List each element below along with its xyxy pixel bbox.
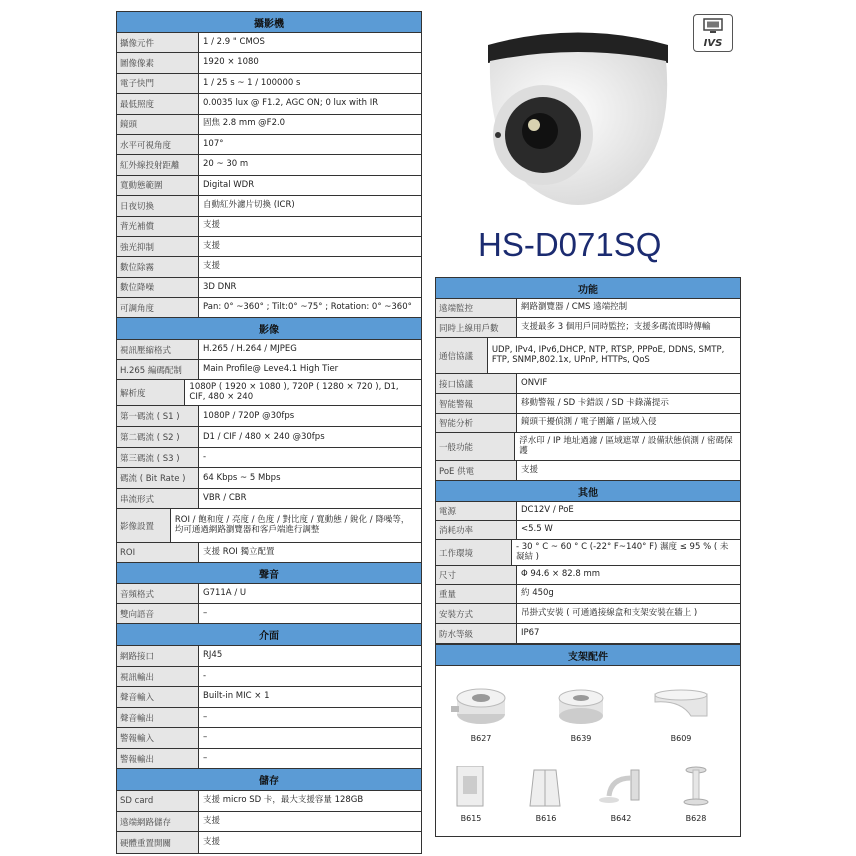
spec-value: Digital WDR <box>203 179 255 190</box>
spec-label: 重量 <box>436 585 517 603</box>
section-header: 聲音 <box>117 563 421 584</box>
spec-label: 背光補償 <box>117 217 199 236</box>
spec-label: 智能分析 <box>436 414 517 432</box>
spec-value: 1920 × 1080 <box>203 57 259 68</box>
bracket-image <box>551 686 611 728</box>
accessory-label: B628 <box>685 814 707 823</box>
spec-row <box>117 298 421 318</box>
spec-row <box>117 217 421 237</box>
bracket-image <box>451 686 511 728</box>
spec-value: - <box>203 452 207 463</box>
spec-row <box>436 374 740 394</box>
accessory-item <box>436 766 506 823</box>
spec-label: 圖像像素 <box>117 53 199 72</box>
accessory-item <box>661 766 731 823</box>
spec-row <box>117 33 421 53</box>
spec-row <box>117 832 421 853</box>
spec-row <box>436 566 740 585</box>
accessory-label: B615 <box>460 814 482 823</box>
spec-value: <5.5 W <box>521 524 553 535</box>
section-header: 攝影機 <box>117 12 421 33</box>
spec-label: 強光抑制 <box>117 237 199 256</box>
spec-label: 影像設置 <box>117 509 171 542</box>
spec-row <box>436 624 740 644</box>
bracket-image <box>651 686 711 728</box>
spec-value: - <box>203 670 207 681</box>
section-header: 支架配件 <box>436 644 740 666</box>
spec-label: 第一碼流 ( S1 ) <box>117 406 199 426</box>
spec-row <box>117 667 421 688</box>
spec-row <box>117 53 421 73</box>
accessories-panel <box>436 666 740 836</box>
monitor-icon <box>702 18 724 34</box>
spec-label: 電子快門 <box>117 74 199 93</box>
spec-label: 數位降噪 <box>117 278 199 297</box>
spec-row <box>117 237 421 257</box>
spec-label: ROI <box>117 543 199 562</box>
spec-row <box>436 461 740 481</box>
spec-row <box>117 94 421 114</box>
spec-label: 音頻格式 <box>117 584 199 603</box>
spec-row <box>117 380 421 406</box>
spec-row <box>117 74 421 94</box>
accessory-label: B609 <box>670 734 692 743</box>
spec-row <box>117 360 421 380</box>
spec-value: 支援最多 3 個用戶同時監控；支援多碼流即時傳輸 <box>521 321 711 332</box>
spec-value: – <box>203 711 208 722</box>
accessory-item <box>646 686 716 743</box>
spec-label: 碼流 ( Bit Rate ) <box>117 468 199 488</box>
spec-value: 1 / 25 s ~ 1 / 100000 s <box>203 77 301 88</box>
spec-label: 最低照度 <box>117 94 199 113</box>
spec-label: 警報輸入 <box>117 728 199 748</box>
section-header: 其他 <box>436 481 740 502</box>
spec-row <box>117 812 421 833</box>
spec-row <box>117 135 421 155</box>
spec-value: 支援 <box>203 220 221 231</box>
spec-label: 日夜切換 <box>117 196 199 215</box>
spec-value: G711A / U <box>203 588 247 599</box>
accessory-item <box>511 766 581 823</box>
spec-row <box>436 318 740 338</box>
spec-label: 解析度 <box>117 380 185 405</box>
spec-value: ONVIF <box>521 377 548 388</box>
spec-row <box>436 433 740 461</box>
spec-row <box>436 338 740 374</box>
spec-label: 尺寸 <box>436 566 517 584</box>
spec-label: 消耗功率 <box>436 521 517 539</box>
spec-value: Pan: 0° ~360° ; Tilt:0° ~75° ; Rotation: 0° ~360° <box>203 301 412 312</box>
spec-label: 數位除霧 <box>117 257 199 276</box>
section-header: 介面 <box>117 624 421 646</box>
spec-row <box>436 521 740 540</box>
spec-label: 第二碼流 ( S2 ) <box>117 427 199 447</box>
left-spec-table <box>116 11 422 854</box>
spec-row <box>117 584 421 604</box>
spec-value: 1 / 2.9 " CMOS <box>203 36 265 47</box>
spec-label: 通信協議 <box>436 338 488 373</box>
spec-value: 支援 ROI 獨立配置 <box>203 547 275 558</box>
spec-value: - 30 ° C ~ 60 ° C (-22° F~140° F) 濕度 ≤ 95 % ( 未凝結 ) <box>515 541 729 562</box>
spec-label: 可調角度 <box>117 298 199 317</box>
spec-value: Main Profile@ Leve4.1 High Tier <box>203 364 339 375</box>
spec-row <box>117 604 421 624</box>
spec-label: 聲音輸入 <box>117 687 199 707</box>
spec-value: Built-in MIC × 1 <box>203 691 270 702</box>
spec-label: 遠端監控 <box>436 299 517 317</box>
spec-row <box>436 585 740 604</box>
spec-label: 工作環境 <box>436 540 512 565</box>
bracket-image <box>666 766 726 808</box>
spec-label: SD card <box>117 791 199 811</box>
spec-label: 視訊輸出 <box>117 667 199 687</box>
spec-row <box>436 299 740 318</box>
spec-label: 防水等級 <box>436 624 517 643</box>
spec-value: 支援 micro SD 卡，最大支援容量 128GB <box>203 795 364 806</box>
spec-value: 吊掛式安裝 ( 可通過接線盒和支架安裝在牆上 ) <box>521 607 698 618</box>
spec-value: 20 ~ 30 m <box>203 159 249 170</box>
spec-value: 1080P / 720P @30fps <box>203 410 295 421</box>
spec-value: 移動警報 / SD 卡錯誤 / SD 卡錄滿提示 <box>521 397 669 408</box>
bracket-image <box>516 766 576 808</box>
spec-label: 一般功能 <box>436 433 515 460</box>
spec-value: 約 450g <box>521 588 554 599</box>
spec-value: Φ 94.6 × 82.8 mm <box>521 569 601 580</box>
dome-camera-image <box>478 25 678 220</box>
model-title: HS-D071SQ <box>478 226 662 263</box>
spec-label: 鏡頭 <box>117 115 199 134</box>
spec-value: RJ45 <box>203 650 223 661</box>
spec-row <box>436 414 740 433</box>
accessory-label: B616 <box>535 814 557 823</box>
spec-label: H.265 編碼配制 <box>117 360 199 379</box>
spec-value: 支援 <box>203 815 221 826</box>
spec-label: 水平可視角度 <box>117 135 199 154</box>
spec-row <box>117 791 421 812</box>
spec-label: 寬動態範圍 <box>117 176 199 195</box>
spec-value: 鏡頭干擾偵測 / 電子圍籬 / 區域入侵 <box>521 417 657 428</box>
spec-value: DC12V / PoE <box>521 505 574 516</box>
spec-label: 同時上線用戶數 <box>436 318 517 337</box>
spec-label: 硬體重置開關 <box>117 832 199 853</box>
spec-label: 安裝方式 <box>436 604 517 623</box>
spec-label: 第三碼流 ( S3 ) <box>117 448 199 467</box>
spec-row <box>117 448 421 468</box>
ivs-label: IVS <box>703 38 723 49</box>
spec-label: 警報輸出 <box>117 749 199 769</box>
spec-value: 支援 <box>203 261 221 272</box>
spec-label: 紅外線投射距離 <box>117 155 199 174</box>
accessory-label: B639 <box>570 734 592 743</box>
spec-value: 浮水印 / IP 地址過濾 / 區域遮罩 / 設備狀態偵測 / 密碼保護 <box>519 435 733 456</box>
accessory-item <box>446 686 516 743</box>
spec-value: – <box>203 732 208 743</box>
spec-label: 視訊壓縮格式 <box>117 340 199 359</box>
accessory-item <box>586 766 656 823</box>
spec-row <box>117 728 421 749</box>
spec-row <box>117 155 421 175</box>
spec-label: 智能警報 <box>436 394 517 413</box>
spec-row <box>117 646 421 667</box>
spec-row <box>436 540 740 566</box>
spec-value: 0.0035 lux @ F1.2, AGC ON; 0 lux with IR <box>203 97 379 108</box>
ivs-badge <box>693 14 733 52</box>
spec-value: – <box>203 608 208 619</box>
spec-value: VBR / CBR <box>203 493 247 504</box>
spec-label: 雙向語音 <box>117 604 199 623</box>
spec-row <box>117 468 421 489</box>
spec-row <box>117 708 421 729</box>
spec-label: 遠端網路儲存 <box>117 812 199 832</box>
spec-row <box>117 489 421 509</box>
spec-value: 網路瀏覽器 / CMS 遠端控制 <box>521 302 628 313</box>
spec-value: 自動紅外濾片切換 (ICR) <box>203 199 295 210</box>
spec-row <box>117 340 421 360</box>
spec-row <box>436 394 740 414</box>
spec-row <box>117 509 421 543</box>
spec-value: – <box>203 752 208 763</box>
right-spec-table <box>435 277 741 837</box>
spec-value: ROI / 飽和度 / 亮度 / 色度 / 對比度 / 寬動態 / 銳化 / 降噪等，均可通過網路瀏覽器和客戶端進行調整 <box>174 515 410 535</box>
spec-label: 聲音輸出 <box>117 708 199 728</box>
section-header: 儲存 <box>117 769 421 791</box>
spec-label: 攝像元件 <box>117 33 199 52</box>
section-header: 功能 <box>436 278 740 299</box>
bracket-image <box>591 766 651 808</box>
spec-row <box>436 502 740 521</box>
spec-row <box>117 278 421 298</box>
spec-value: 支援 <box>521 464 539 475</box>
spec-value: IP67 <box>521 627 540 638</box>
spec-label: 接口協議 <box>436 374 517 393</box>
spec-label: 串流形式 <box>117 489 199 508</box>
spec-value: UDP, IPv4, IPv6,DHCP, NTP, RTSP, PPPoE, DDNS, SMTP, FTP, SNMP,802.1x, UPnP, HTTPs, QoS <box>491 344 725 365</box>
spec-value: 1080P ( 1920 × 1080 ), 720P ( 1280 × 720 ), D1, CIF, 480 × 240 <box>189 382 399 402</box>
spec-value: 3D DNR <box>203 281 237 292</box>
spec-row <box>436 604 740 624</box>
spec-row <box>117 257 421 277</box>
accessory-label: B627 <box>470 734 492 743</box>
spec-value: 支援 <box>203 836 221 847</box>
spec-value: D1 / CIF / 480 × 240 @30fps <box>203 431 325 442</box>
spec-value: 107° <box>203 138 224 149</box>
spec-row <box>117 115 421 135</box>
spec-row <box>117 687 421 708</box>
spec-value: 固焦 2.8 mm @F2.0 <box>203 118 286 129</box>
spec-row <box>117 176 421 196</box>
spec-row <box>117 406 421 427</box>
accessory-item <box>546 686 616 743</box>
spec-label: 網路接口 <box>117 646 199 666</box>
accessory-label: B642 <box>610 814 632 823</box>
spec-row <box>117 749 421 770</box>
spec-value: H.265 / H.264 / MJPEG <box>203 344 297 355</box>
spec-value: 64 Kbps ~ 5 Mbps <box>203 472 281 483</box>
spec-value: 支援 <box>203 240 221 251</box>
spec-row <box>117 196 421 216</box>
bracket-image <box>441 766 501 808</box>
spec-row <box>117 427 421 448</box>
section-header: 影像 <box>117 318 421 340</box>
spec-row <box>117 543 421 563</box>
spec-label: PoE 供電 <box>436 461 517 480</box>
spec-label: 電源 <box>436 502 517 520</box>
